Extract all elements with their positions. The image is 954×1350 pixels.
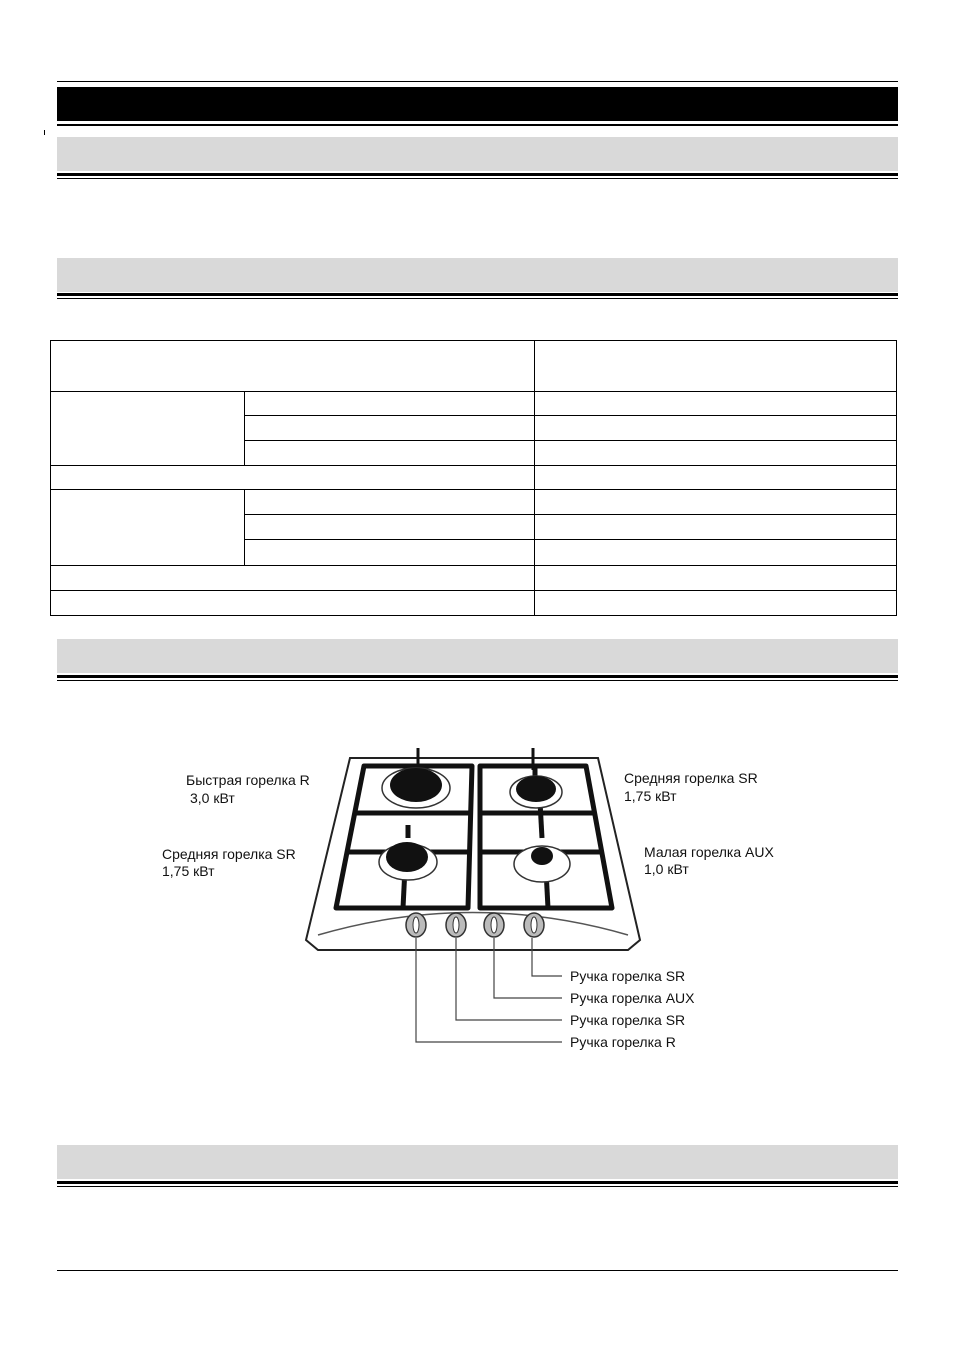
- table-cell: [244, 416, 535, 441]
- burner-r: [382, 768, 450, 808]
- section-header-2: [57, 258, 898, 292]
- knob-aux-icon: [484, 913, 504, 937]
- table-cell: [244, 490, 535, 515]
- table-cell: [51, 392, 245, 466]
- table-cell: [535, 466, 897, 490]
- table-cell: [535, 441, 897, 466]
- table-cell: [244, 515, 535, 540]
- table-row: [51, 490, 897, 515]
- table-cell: [535, 591, 897, 616]
- table-cell: [535, 515, 897, 540]
- spec-table: [50, 340, 897, 616]
- table-cell: [535, 341, 897, 392]
- label-small-burner-power: 1,0 кВт: [644, 861, 689, 877]
- table-cell: [535, 490, 897, 515]
- knob-r-icon: [406, 913, 426, 937]
- knob-sr-right-icon: [524, 913, 544, 937]
- table-row: [51, 466, 897, 490]
- table-cell: [51, 341, 535, 392]
- table-cell: [535, 416, 897, 441]
- label-knob-r: Ручка горелка R: [570, 1034, 676, 1050]
- section-header-4: [57, 1145, 898, 1179]
- table-row: [51, 566, 897, 591]
- section-header-4-rule: [57, 1181, 898, 1184]
- section-header-1-rule: [57, 173, 898, 176]
- leader-knob-r: [416, 938, 562, 1042]
- table-cell: [535, 392, 897, 416]
- label-knob-sr-right: Ручка горелка SR: [570, 968, 686, 984]
- burner-aux: [514, 846, 570, 882]
- table-row: [51, 591, 897, 616]
- label-fast-burner: Быстрая горелка R: [186, 772, 310, 788]
- section-header-3-rule-thin: [57, 680, 898, 681]
- label-medium-right-power: 1,75 кВт: [624, 788, 677, 804]
- section-header-2-rule: [57, 293, 898, 296]
- label-knob-sr-left: Ручка горелка SR: [570, 1012, 686, 1028]
- top-rule: [57, 81, 898, 82]
- table-cell: [535, 540, 897, 566]
- hob-diagram: [150, 730, 810, 1070]
- table-cell: [51, 490, 245, 566]
- label-small-burner: Малая горелка AUX: [644, 844, 774, 860]
- section-header-2-rule-thin: [57, 298, 898, 299]
- table-cell: [244, 392, 535, 416]
- table-cell: [51, 591, 535, 616]
- section-header-3-rule: [57, 675, 898, 678]
- label-medium-left: Средняя горелка SR: [162, 846, 296, 862]
- table-cell: [244, 540, 535, 566]
- table-cell: [244, 441, 535, 466]
- knob-sr-left-icon: [446, 913, 466, 937]
- label-medium-left-power: 1,75 кВт: [162, 863, 215, 879]
- footer-rule: [57, 1270, 898, 1271]
- table-row: [51, 341, 897, 392]
- label-fast-burner-power: 3,0 кВт: [190, 790, 235, 806]
- section-header-1: [57, 137, 898, 171]
- table-row: [51, 392, 897, 416]
- section-header-4-rule-thin: [57, 1186, 898, 1187]
- table-cell: [51, 566, 535, 591]
- table-cell: [51, 466, 535, 490]
- burner-sr-top-right: [510, 776, 562, 808]
- label-medium-right: Средняя горелка SR: [624, 770, 758, 786]
- label-knob-aux: Ручка горелка AUX: [570, 990, 695, 1006]
- section-header-3: [57, 639, 898, 673]
- table-cell: [535, 566, 897, 591]
- margin-tick: [44, 130, 45, 135]
- title-bar: [57, 87, 898, 121]
- title-bar-underline: [57, 124, 898, 126]
- section-header-1-rule-thin: [57, 178, 898, 179]
